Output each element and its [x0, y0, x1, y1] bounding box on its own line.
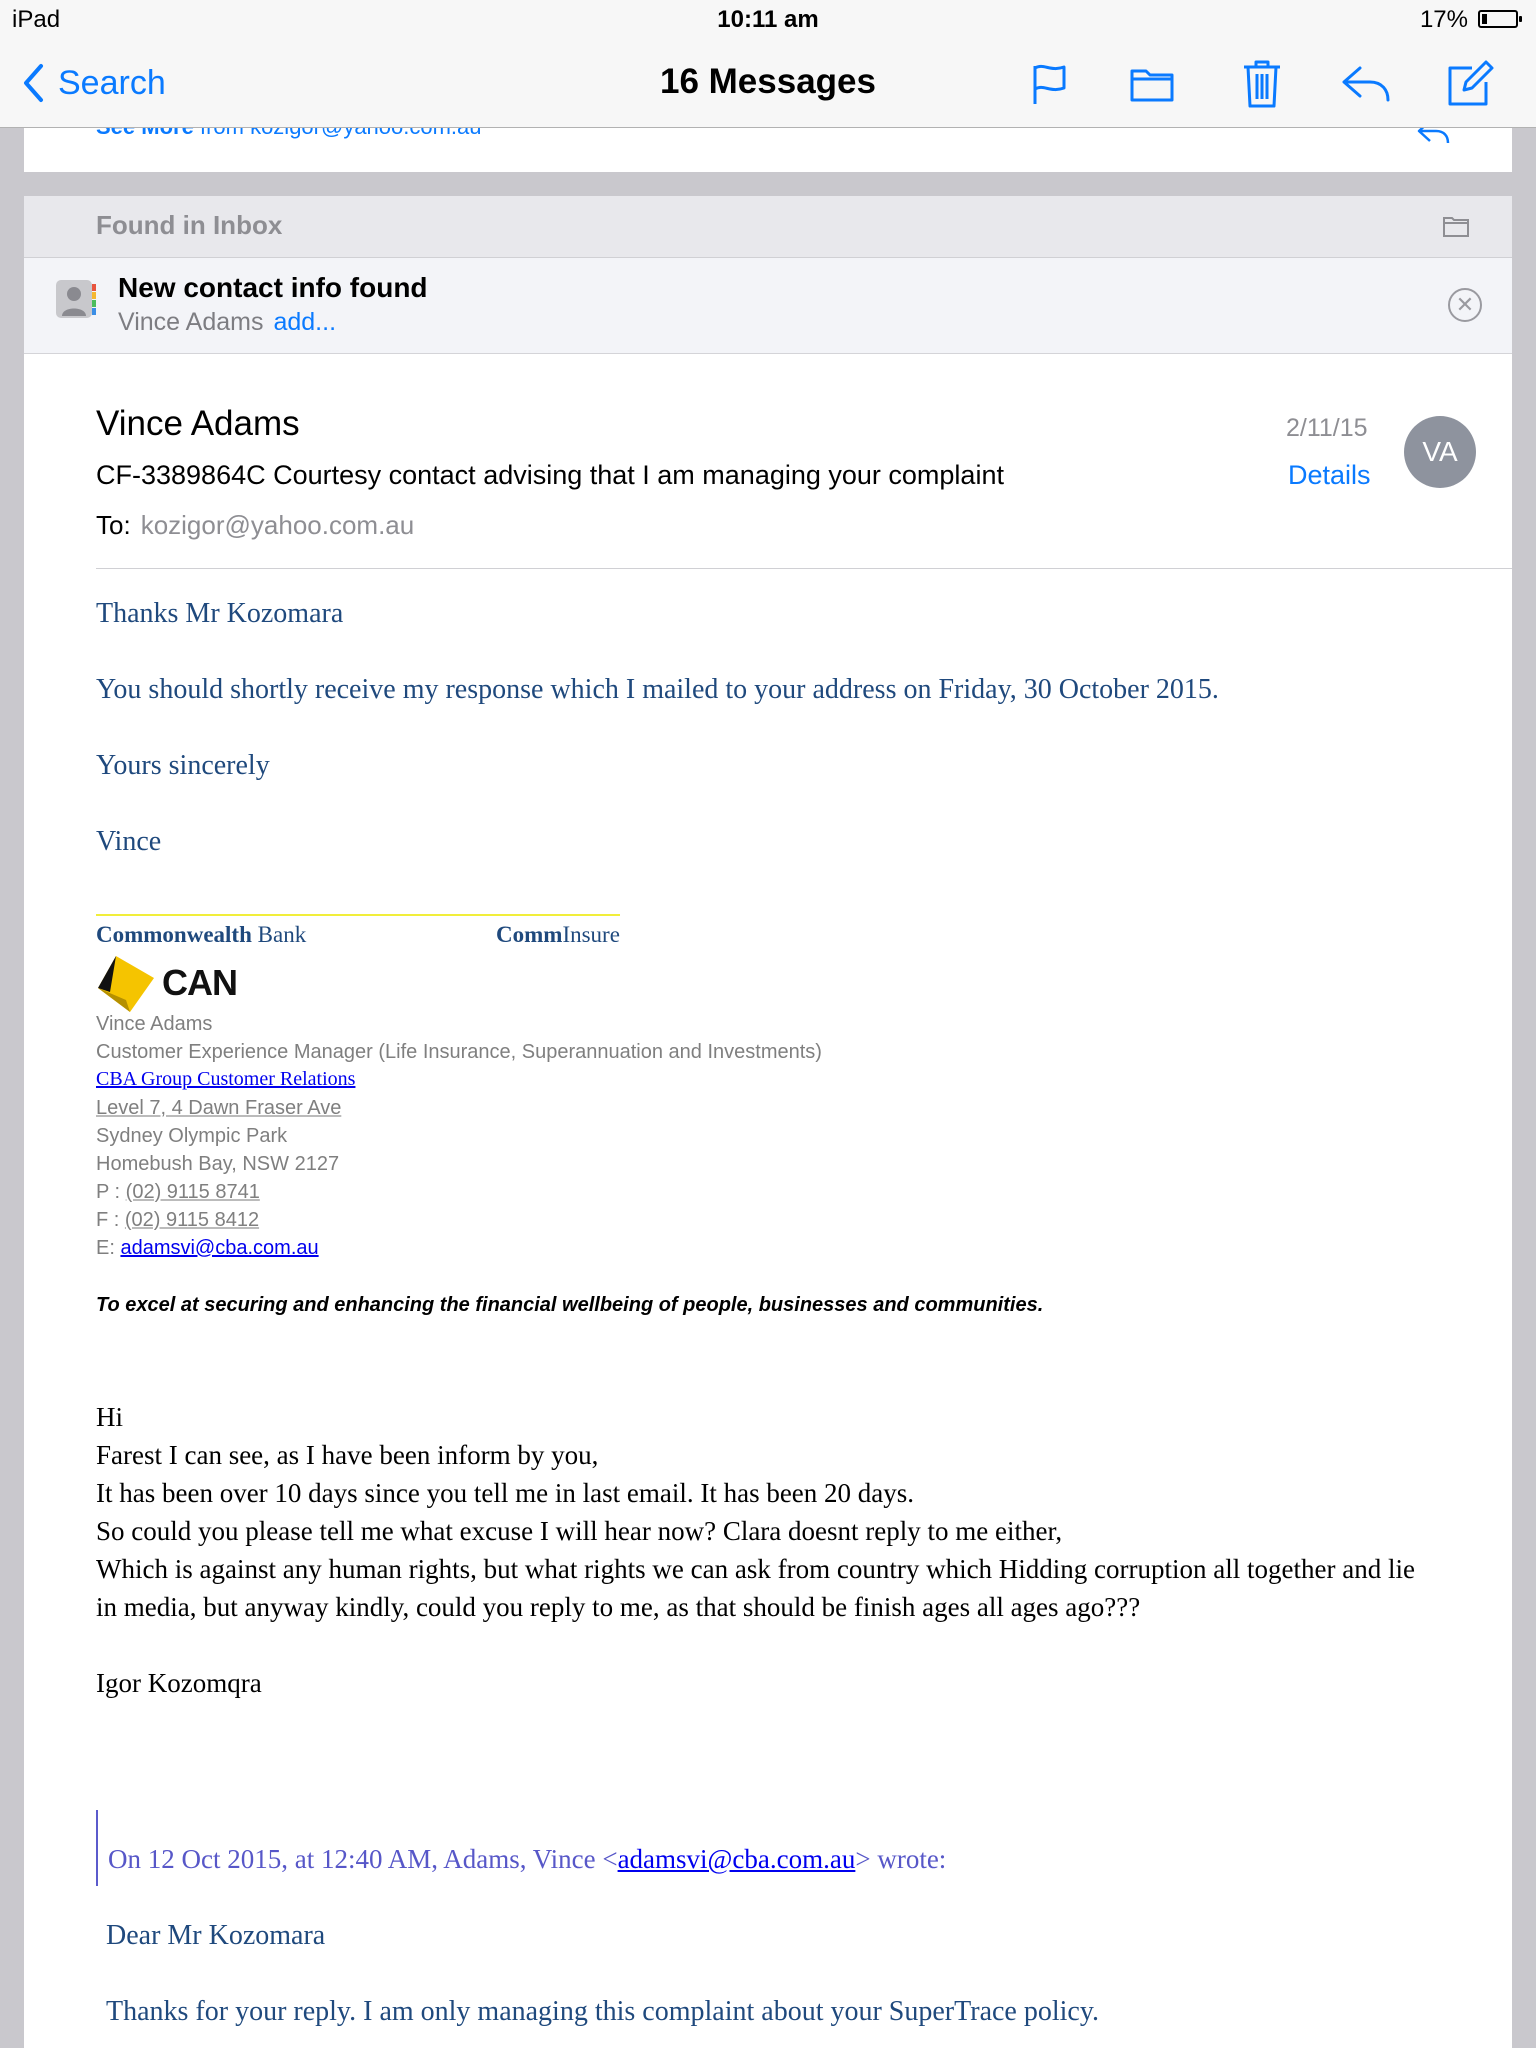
found-in-inbox-label: Found in Inbox: [96, 210, 283, 240]
fax-label: F :: [96, 1209, 125, 1231]
diamond-logo-icon: [96, 952, 158, 1014]
brand-comminsure: [496, 922, 620, 948]
back-button[interactable]: [22, 60, 166, 106]
nav-title: 16 Messages: [660, 62, 876, 101]
signature-address-line: [96, 1094, 341, 1122]
signature-email-link[interactable]: adamsvi@cba.com.au: [120, 1237, 319, 1259]
reply-line: Farest I can see, as I have been inform by you,: [96, 1440, 599, 1470]
body-line: You should shortly receive my response which I mailed to your address on Friday, 30 October 2015.: [96, 674, 1219, 705]
message-subject: CF-3389864C Courtesy contact advising that I am managing your complaint: [96, 460, 1004, 490]
signature-address-line: Sydney Olympic Park: [96, 1125, 288, 1147]
trash-icon: [1241, 59, 1283, 109]
device-label: iPad: [12, 6, 61, 33]
details-link[interactable]: Details: [1288, 460, 1371, 490]
reply-icon: [1340, 64, 1392, 104]
body-greeting: Thanks Mr Kozomara: [96, 598, 344, 629]
spacer: [96, 1626, 1426, 1664]
battery-percent: 17%: [1419, 6, 1468, 33]
recipient-line: [96, 510, 414, 541]
found-in-inbox-bar: [24, 196, 1512, 258]
insure-rest: Insure: [562, 922, 620, 947]
previous-message-footer: [24, 128, 1512, 172]
quoted-intro-end: > wrote:: [855, 1844, 947, 1874]
phone-label: P :: [96, 1181, 126, 1203]
company-logo: [96, 952, 237, 1014]
quoted-header: [108, 1844, 946, 1875]
avatar-initials: VA: [1422, 436, 1458, 467]
reply-button[interactable]: [1336, 54, 1396, 114]
back-label: Search: [58, 63, 166, 102]
reply-signature: Igor Kozomqra: [96, 1668, 262, 1698]
signature-name: Vince Adams: [96, 1013, 213, 1035]
status-bar: [0, 0, 1536, 40]
signature-email: [96, 1234, 319, 1262]
signature-title: Customer Experience Manager (Life Insurance, Superannuation and Investments): [96, 1041, 822, 1063]
clock: 10:11 am: [717, 6, 819, 33]
insure-bold: Comm: [496, 922, 563, 947]
compose-icon: [1446, 60, 1494, 108]
folder-icon: [1129, 65, 1175, 103]
trash-button[interactable]: [1232, 54, 1292, 114]
fax-number[interactable]: (02) 9115 8412: [124, 1209, 260, 1231]
chevron-left-icon: [22, 63, 44, 103]
signature-address-line: Homebush Bay, NSW 2127: [96, 1153, 340, 1175]
contacts-book-icon: [54, 278, 98, 320]
close-icon[interactable]: ✕: [1448, 288, 1482, 322]
quoted-email-link[interactable]: adamsvi@cba.com.au: [617, 1844, 856, 1874]
reply-line: Hi: [96, 1402, 123, 1432]
message-date: 2/11/15: [1286, 414, 1368, 442]
reply-body: [96, 1398, 1426, 1702]
contact-suggestion[interactable]: [24, 258, 1512, 354]
to-label: To:: [96, 510, 131, 540]
brand-commonwealth-bank: [96, 922, 306, 948]
flag-icon: [1030, 62, 1070, 106]
signature-divider: [96, 914, 620, 916]
body-signoff: Vince: [96, 826, 162, 857]
reply-line: So could you please tell me what excuse I will hear now? Clara doesnt reply to me either,: [96, 1516, 1063, 1546]
phone-number[interactable]: (02) 9115 8741: [125, 1181, 260, 1203]
add-contact-link[interactable]: add...: [273, 308, 337, 336]
avatar[interactable]: [1404, 416, 1476, 488]
compose-button[interactable]: [1440, 54, 1500, 114]
body-closing: Yours sincerely: [96, 750, 270, 781]
contact-suggestion-subtitle: [118, 308, 336, 337]
flag-button[interactable]: [1020, 54, 1080, 114]
contact-name: Vince Adams: [118, 308, 264, 336]
signature-department-link[interactable]: CBA Group Customer Relations: [96, 1068, 356, 1090]
reply-line: Which is against any human rights, but what rights we can ask from country which Hidding corruption all together and lie in media, but anyway kindly, could you reply to me, as that should be finish ages all ages ago???: [96, 1554, 1415, 1622]
signature-address1[interactable]: Level 7, 4 Dawn Fraser Ave: [96, 1097, 342, 1119]
signature-phone: [96, 1178, 260, 1206]
to-address[interactable]: kozigor@yahoo.com.au: [140, 510, 415, 540]
battery-fill: [1482, 14, 1487, 24]
reply-line: It has been over 10 days since you tell me in last email. It has been 20 days.: [96, 1478, 915, 1508]
folder-icon[interactable]: [1442, 214, 1470, 238]
quoted-greeting: Dear Mr Kozomara: [106, 1920, 326, 1951]
quoted-line: Thanks for your reply. I am only managing this complaint about your SuperTrace policy.: [106, 1996, 1100, 2027]
company-motto: To excel at securing and enhancing the financial wellbeing of people, businesses and communities.: [96, 1294, 1044, 1316]
quoted-intro: On 12 Oct 2015, at 12:40 AM, Adams, Vince <: [108, 1844, 618, 1874]
message-view: [24, 354, 1512, 2048]
move-to-folder-button[interactable]: [1122, 54, 1182, 114]
battery-icon: [1478, 10, 1518, 28]
nav-bar: [0, 40, 1536, 128]
signature-fax: [96, 1206, 259, 1234]
quote-bar: [96, 1810, 98, 1886]
contact-suggestion-title: New contact info found: [118, 272, 428, 303]
brand-bold: Commonwealth: [96, 922, 252, 947]
header-divider: [96, 568, 1512, 569]
brand-rest: Bank: [251, 922, 307, 947]
sender-name: Vince Adams: [96, 404, 300, 443]
email-label: E:: [96, 1237, 121, 1259]
logo-text: CAN: [162, 962, 237, 1003]
